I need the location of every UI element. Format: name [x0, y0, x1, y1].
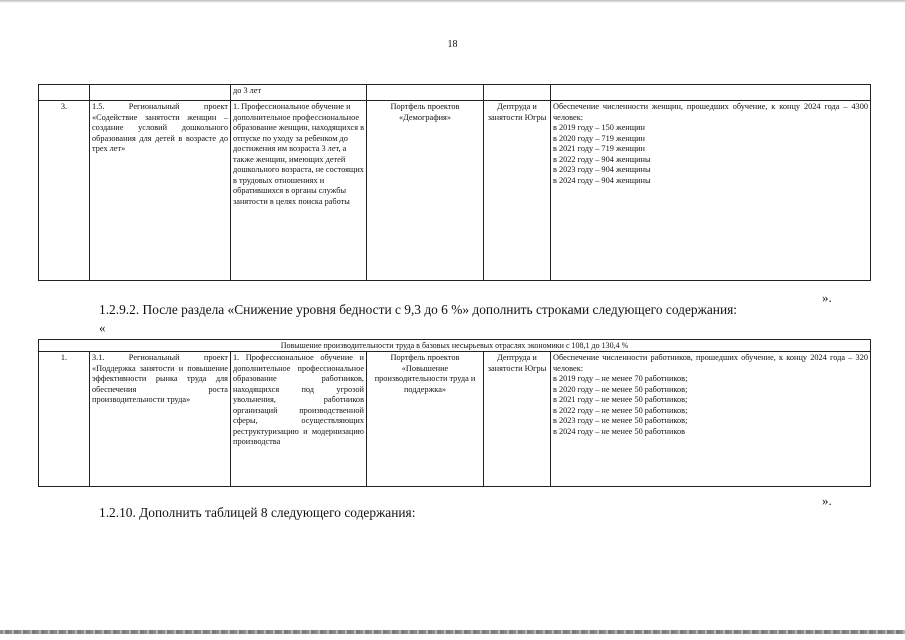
page-number: 18	[447, 39, 458, 50]
section-title: Повышение производительности труда в базовых несырьевых отраслях экономики с 108,1 до 130,4 %	[39, 340, 871, 352]
result-year-item: в 2021 году – 719 женщин	[553, 144, 645, 153]
portfolio-cell: Портфель проектов «Повышение производительности труда и поддержка»	[367, 352, 484, 487]
result-year-item: в 2024 году – не менее 50 работников	[553, 426, 686, 436]
result-cell	[551, 101, 871, 281]
table-row	[39, 352, 871, 487]
table-row	[39, 101, 871, 281]
executor-cell: Дептруда и занятости Югры	[484, 101, 551, 281]
result-year-item: в 2023 году – 904 женщины	[553, 165, 651, 174]
measure-cell: 1. Профессиональное обучение и дополнительное профессиональное образование работников, находящихся под угрозой увольнения, работников организаций производственной сферы, осуществляющих реструктуризацию и модернизацию производства	[231, 352, 367, 487]
result-years-list	[553, 123, 868, 186]
result-year-item: в 2019 году – 150 женщин	[553, 123, 645, 132]
section-title-row	[39, 340, 871, 352]
row-number-cell: 3.	[39, 101, 90, 281]
project-name-cell: 3.1. Региональный проект «Поддержка занятости и повышение эффективности рынка труда для обеспечения роста производительности труда»	[90, 352, 231, 487]
result-year-item: в 2024 году – 904 женщины	[553, 175, 651, 185]
closing-quote-2: ».	[822, 493, 832, 508]
result-intro: Обеспечение численности женщин, прошедших обучение, к концу 2024 года – 4300 человек:	[553, 102, 868, 122]
portfolio-cell: Портфель проектов «Демография»	[367, 101, 484, 281]
measure-continuation-cell: до 3 лет	[231, 85, 367, 101]
result-year-item: в 2019 году – не менее 70 работников;	[553, 374, 688, 383]
measure-cell: 1. Профессиональное обучение и дополнительное профессиональное образование женщин, находящихся в отпуске по уходу за ребенком до достижения им возраста 3 лет, а также женщин, имеющих детей дошкольного возраста, не состоящих в трудовых отношениях и обратившихся в органы службы занятости в целях поиска работы	[231, 101, 367, 281]
table-row-continuation	[39, 85, 871, 101]
scan-bottom-edge	[0, 630, 905, 634]
table-regional-projects-continued	[38, 84, 871, 281]
scan-top-edge	[0, 0, 905, 3]
paragraph-1-2-9-2: 1.2.9.2. После раздела «Снижение уровня бедности с 9,3 до 6 %» дополнить строками следующего содержания:	[99, 302, 737, 317]
result-year-item: в 2020 году – не менее 50 работников;	[553, 384, 688, 394]
closing-quote-1: ».	[822, 290, 832, 305]
result-intro: Обеспечение численности работников, прошедших обучение, к концу 2024 года – 320 человек:	[553, 353, 868, 373]
result-year-item: в 2022 году – не менее 50 работников;	[553, 405, 688, 415]
executor-cell: Дептруда и занятости Югры	[484, 352, 551, 487]
row-number-cell: 1.	[39, 352, 90, 487]
result-year-item: в 2020 году – 719 женщин	[553, 133, 645, 143]
opening-quote: «	[99, 320, 106, 335]
paragraph-1-2-10: 1.2.10. Дополнить таблицей 8 следующего содержания:	[99, 505, 416, 520]
table-labor-productivity	[38, 339, 871, 487]
result-years-list	[553, 374, 868, 437]
result-year-item: в 2021 году – не менее 50 работников;	[553, 395, 688, 404]
result-year-item: в 2023 году – не менее 50 работников;	[553, 416, 688, 425]
project-name-cell: 1.5. Региональный проект «Содействие занятости женщин – создание условий дошкольного образования для детей в возрасте до трех лет»	[90, 101, 231, 281]
result-year-item: в 2022 году – 904 женщины	[553, 154, 651, 164]
result-cell	[551, 352, 871, 487]
